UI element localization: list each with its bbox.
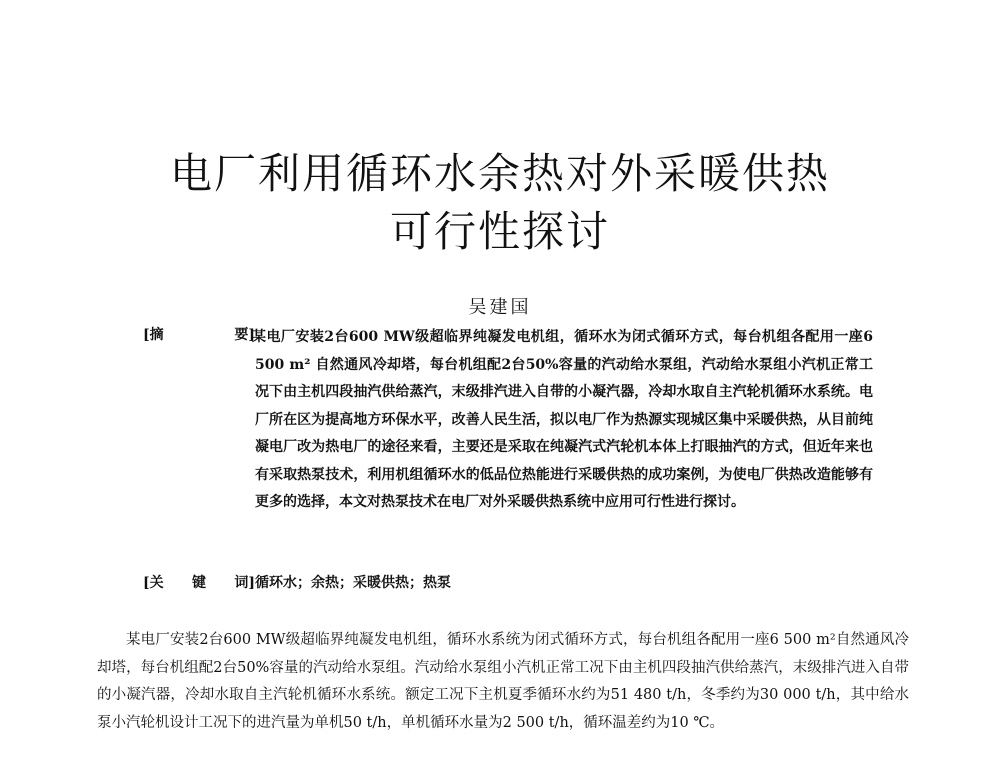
title-line-1: 电厂利用循环水余热对外采暖供热 (169, 149, 830, 198)
keywords-label-left: [关 (143, 575, 164, 591)
author-name: 吴建国 (468, 297, 532, 318)
title-line-2: 可行性探讨 (389, 207, 610, 256)
abstract-label-left: [摘 (143, 327, 164, 343)
abstract-label-right: 要] (234, 327, 255, 343)
paper-title (0, 145, 1000, 261)
keywords-text: 循环水；余热；采暖供热；热泵 (255, 575, 451, 591)
abstract-label (143, 324, 255, 344)
body-paragraph: 某电厂安装2台600 MW级超临界纯凝发电机组，循环水系统为闭式循环方式，每台机组各配用一座6 500 m²自然通风冷却塔，每台机组配2台50%容量的汽动给水泵组。汽动给水泵组小汽机正常工况下由主机四段抽汽供给蒸汽，末级排汽进入自带的小凝汽器，冷却水取自主汽轮机循环水系统。额定工况下主机夏季循环水约为51 480 t/h，冬季约为30 000 t/h，其中给水泵小汽轮机设计工况下的进汽量为单机50 t/h，单机循环水量为2 500 t/h，循环温差约为10 ℃。 (97, 632, 909, 731)
keywords-label-right: 词] (234, 575, 255, 591)
keywords-label-mid: 键 (192, 575, 206, 591)
abstract-text: 某电厂安装2台600 MW级超临界纯凝发电机组，循环水为闭式循环方式，每台机组各配用一座6 500 m² 自然通风冷却塔，每台机组配2台50%容量的汽动给水泵组，汽动给水泵组小汽机正常工况下由主机四段抽汽供给蒸汽，末级排汽进入自带的小凝汽器，冷却水取自主汽轮机循环水系统。电厂所在区为提高地方环保水平，改善人民生活，拟以电厂作为热源实现城区集中采暖供热，从目前纯凝电厂改为热电厂的途径来看，主要还是采取在纯凝汽式汽轮机本体上打眼抽汽的方式，但近年来也有采取热泵技术，利用机组循环水的低品位热能进行采暖供热的成功案例，为使电厂供热改造能够有更多的选择，本文对热泵技术在电厂对外采暖供热系统中应用可行性进行探讨。 (252, 329, 873, 510)
keywords-label (143, 572, 255, 592)
